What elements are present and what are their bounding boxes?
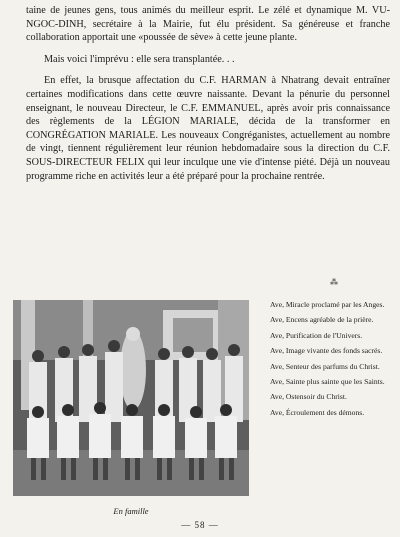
photograph-image <box>13 300 249 496</box>
paragraph-continuation: taine de jeunes gens, tous animés du meilleur esprit. Le zélé et dynamique M. VU-NGOC-DINH, secrétaire à la Mairie, fut élu président. Sa généreuse et franche collaboration apportait une «poussée de sève» à cette jeune plante. <box>26 5 390 44</box>
litany-verse: Ave, Encens agréable de la prière. <box>270 315 374 325</box>
main-text <box>26 4 390 183</box>
ornament-asterism: ⁂ <box>330 278 339 287</box>
litany-verse: Ave, Image vivante des fonds sacrés. <box>270 346 383 356</box>
group-photograph <box>13 300 249 496</box>
litany-verse: Ave, Senteur des parfums du Christ. <box>270 361 380 371</box>
paragraph-unexpected: Mais voici l'imprévu : elle sera transplantée. . . <box>44 53 235 65</box>
litany-verse: Ave, Miracle proclamé par les Anges. <box>270 300 385 309</box>
page-number: — 58 — <box>181 520 219 530</box>
photo-caption: En famille <box>113 506 149 516</box>
litany-verse: Ave, Écroulement des démons. <box>270 407 365 417</box>
litany-verse: Ave, Sainte plus sainte que les Saints. <box>270 377 385 387</box>
paragraph-transformation: En effet, la brusque affectation du C.F. HARMAN à Nhatrang devait entraîner certaines modifications dans cette œuvre naissante. Devant la pénurie du personnel enseignant, le nouveau Directeur, le C.F. EMMANUEL, après avoir pris connaissance des règlements de la LÉGION MARIALE, décida de la transformer en CONGRÉGATION MARIALE. Les nouveaux Congréganistes, actuellement au nombre de vingt, tiennent régulièrement leur réunion hebdomadaire sous la direction du C.F. SOUS-DIRECTEUR FELIX qui leur inculque une vie d'intense piété. Déjà un nouveau programme riche en activités leur a été préparé pour la prochaine rentrée. <box>26 75 390 182</box>
litany-verses <box>270 300 386 423</box>
litany-verse: Ave, Purification de l'Univers. <box>270 330 363 340</box>
litany-verse: Ave, Ostensoir du Christ. <box>270 392 347 402</box>
